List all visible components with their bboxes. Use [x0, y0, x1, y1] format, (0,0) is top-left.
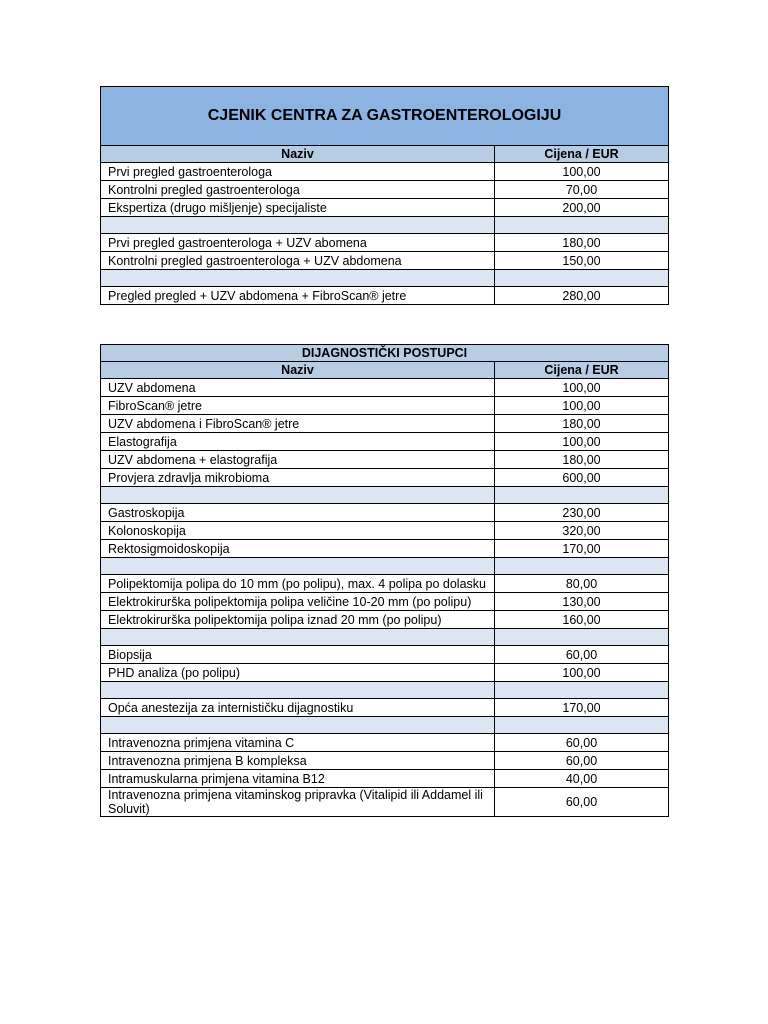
service-name: Prvi pregled gastroenterologa + UZV abomena — [101, 234, 495, 252]
service-name: Pregled pregled + UZV abdomena + FibroScan® jetre — [101, 287, 495, 305]
service-name: Kolonoskopija — [101, 522, 495, 540]
service-name: UZV abdomena — [101, 379, 495, 397]
spacer-cell — [101, 270, 495, 287]
spacer-cell — [495, 682, 669, 699]
service-price: 180,00 — [495, 451, 669, 469]
service-name: UZV abdomena + elastografija — [101, 451, 495, 469]
service-name: Ekspertiza (drugo mišljenje) specijaliste — [101, 199, 495, 217]
table-row — [101, 451, 669, 469]
service-price: 100,00 — [495, 397, 669, 415]
table-row — [101, 234, 669, 252]
table-row — [101, 699, 669, 717]
service-name: Rektosigmoidoskopija — [101, 540, 495, 558]
table-row — [101, 540, 669, 558]
service-price: 130,00 — [495, 593, 669, 611]
service-price: 100,00 — [495, 379, 669, 397]
service-price: 170,00 — [495, 699, 669, 717]
service-name: Elektrokirurška polipektomija polipa veličine 10-20 mm (po polipu) — [101, 593, 495, 611]
group-spacer-row — [101, 682, 669, 699]
service-name: Intravenozna primjena vitaminskog pripravka (Vitalipid ili Addamel ili Soluvit) — [101, 788, 495, 817]
column-header-name: Naziv — [101, 362, 495, 379]
column-header-name: Naziv — [101, 146, 495, 163]
table-row — [101, 734, 669, 752]
service-price: 100,00 — [495, 664, 669, 682]
service-name: Biopsija — [101, 646, 495, 664]
service-price: 60,00 — [495, 646, 669, 664]
table-row — [101, 415, 669, 433]
table-row — [101, 287, 669, 305]
service-price: 40,00 — [495, 770, 669, 788]
spacer-cell — [101, 717, 495, 734]
service-price: 280,00 — [495, 287, 669, 305]
table-row — [101, 770, 669, 788]
column-header-price: Cijena / EUR — [495, 146, 669, 163]
section-title: DIJAGNOSTIČKI POSTUPCI — [101, 345, 669, 362]
group-spacer-row — [101, 717, 669, 734]
service-name: Elastografija — [101, 433, 495, 451]
table-row — [101, 575, 669, 593]
group-spacer-row — [101, 487, 669, 504]
service-name: Intravenozna primjena B kompleksa — [101, 752, 495, 770]
table-row — [101, 397, 669, 415]
group-spacer-row — [101, 217, 669, 234]
table-row — [101, 379, 669, 397]
price-list-title: CJENIK CENTRA ZA GASTROENTEROLOGIJU — [101, 87, 669, 146]
table-row — [101, 752, 669, 770]
table-row — [101, 788, 669, 817]
service-name: Intramuskularna primjena vitamina B12 — [101, 770, 495, 788]
service-name: Gastroskopija — [101, 504, 495, 522]
table-row — [101, 593, 669, 611]
spacer-cell — [495, 558, 669, 575]
service-price: 200,00 — [495, 199, 669, 217]
service-price: 100,00 — [495, 163, 669, 181]
table-row — [101, 181, 669, 199]
group-spacer-row — [101, 558, 669, 575]
service-name: Elektrokirurška polipektomija polipa iznad 20 mm (po polipu) — [101, 611, 495, 629]
service-price: 230,00 — [495, 504, 669, 522]
service-price: 160,00 — [495, 611, 669, 629]
table-row — [101, 163, 669, 181]
table-row — [101, 433, 669, 451]
spacer-cell — [495, 270, 669, 287]
service-price: 70,00 — [495, 181, 669, 199]
spacer-cell — [101, 629, 495, 646]
service-price: 180,00 — [495, 415, 669, 433]
price-list-table — [100, 86, 669, 305]
group-spacer-row — [101, 270, 669, 287]
service-name: Prvi pregled gastroenterologa — [101, 163, 495, 181]
table-row — [101, 199, 669, 217]
service-name: UZV abdomena i FibroScan® jetre — [101, 415, 495, 433]
table-row — [101, 646, 669, 664]
spacer-cell — [495, 717, 669, 734]
service-price: 60,00 — [495, 788, 669, 817]
spacer-cell — [101, 682, 495, 699]
service-name: Polipektomija polipa do 10 mm (po polipu), max. 4 polipa po dolasku — [101, 575, 495, 593]
service-price: 600,00 — [495, 469, 669, 487]
service-name: Opća anestezija za internističku dijagnostiku — [101, 699, 495, 717]
service-name: Kontrolni pregled gastroenterologa — [101, 181, 495, 199]
group-spacer-row — [101, 629, 669, 646]
column-header-price: Cijena / EUR — [495, 362, 669, 379]
spacer-cell — [101, 487, 495, 504]
service-price: 170,00 — [495, 540, 669, 558]
service-name: PHD analiza (po polipu) — [101, 664, 495, 682]
service-price: 60,00 — [495, 752, 669, 770]
spacer-cell — [495, 487, 669, 504]
service-price: 150,00 — [495, 252, 669, 270]
spacer-cell — [101, 558, 495, 575]
service-name: Provjera zdravlja mikrobioma — [101, 469, 495, 487]
table-row — [101, 611, 669, 629]
service-price: 80,00 — [495, 575, 669, 593]
table-row — [101, 522, 669, 540]
service-name: FibroScan® jetre — [101, 397, 495, 415]
spacer-cell — [101, 217, 495, 234]
service-price: 180,00 — [495, 234, 669, 252]
table-row — [101, 504, 669, 522]
table-row — [101, 664, 669, 682]
table-row — [101, 252, 669, 270]
service-name: Kontrolni pregled gastroenterologa + UZV abdomena — [101, 252, 495, 270]
table-row — [101, 469, 669, 487]
diagnostic-procedures-table — [100, 344, 669, 817]
service-price: 100,00 — [495, 433, 669, 451]
service-price: 320,00 — [495, 522, 669, 540]
spacer-cell — [495, 629, 669, 646]
spacer-cell — [495, 217, 669, 234]
service-name: Intravenozna primjena vitamina C — [101, 734, 495, 752]
service-price: 60,00 — [495, 734, 669, 752]
